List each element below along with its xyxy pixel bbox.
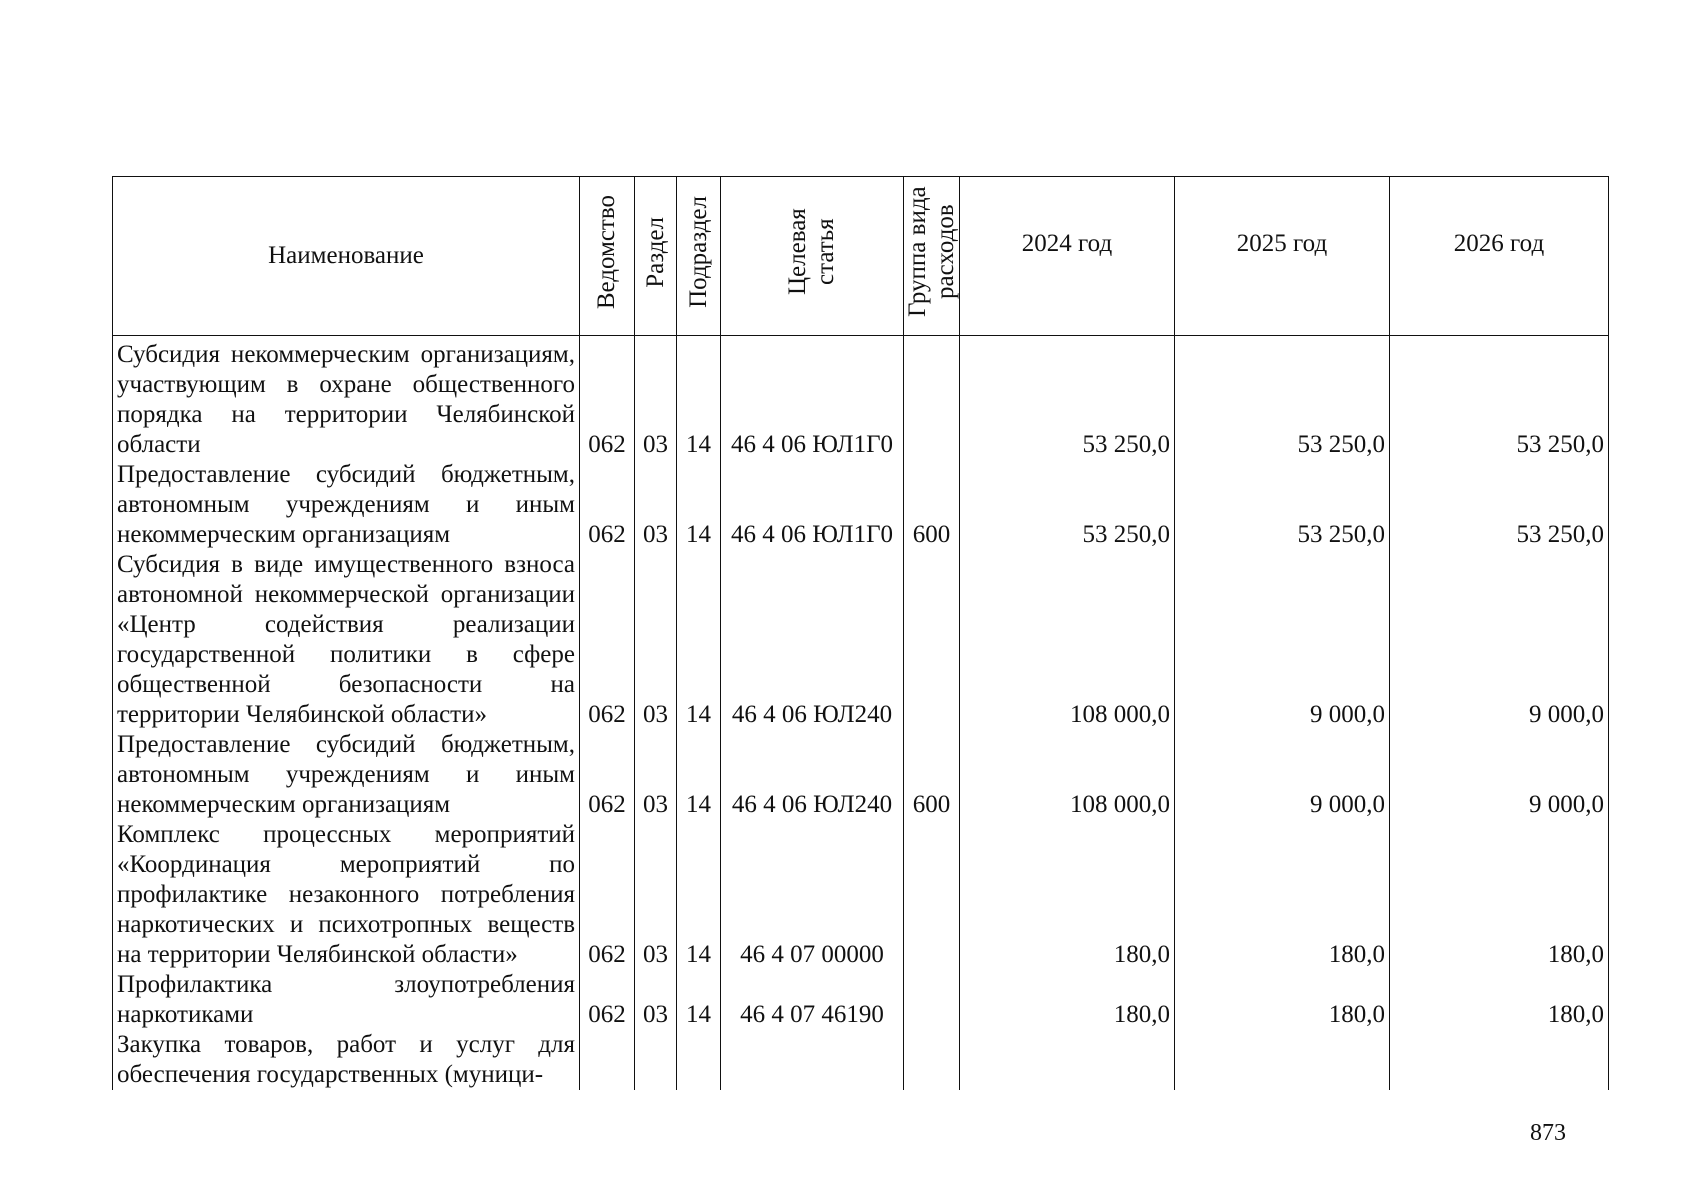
row-name: Предоставление субсидий бюджетным, автономным учреждениям и иным некоммерческим организациям <box>113 460 580 550</box>
page-number: 873 <box>1530 1120 1566 1146</box>
table-row <box>113 460 1609 550</box>
row-value-2024: 180,0 <box>960 970 1175 1030</box>
table-header-row <box>113 177 1609 336</box>
row-value-2024: 180,0 <box>960 820 1175 970</box>
header-department: Ведомство <box>580 177 635 336</box>
budget-table <box>112 176 1609 1090</box>
row-value-2025: 9 000,0 <box>1175 550 1390 730</box>
row-value-2025: 53 250,0 <box>1175 336 1390 461</box>
row-section: 03 <box>635 550 677 730</box>
row-section: 03 <box>635 820 677 970</box>
row-expense-group <box>904 336 960 461</box>
row-target-article: 46 4 07 46190 <box>721 970 904 1030</box>
row-value-2026 <box>1390 1030 1609 1090</box>
row-subsection: 14 <box>677 460 721 550</box>
row-value-2026: 180,0 <box>1390 970 1609 1030</box>
row-value-2026: 53 250,0 <box>1390 460 1609 550</box>
row-expense-group <box>904 970 960 1030</box>
row-subsection: 14 <box>677 730 721 820</box>
row-value-2024: 108 000,0 <box>960 550 1175 730</box>
row-target-article: 46 4 06 ЮЛ1Г0 <box>721 460 904 550</box>
row-department: 062 <box>580 730 635 820</box>
row-target-article: 46 4 06 ЮЛ240 <box>721 550 904 730</box>
row-value-2026: 53 250,0 <box>1390 336 1609 461</box>
row-value-2026: 180,0 <box>1390 820 1609 970</box>
row-value-2025: 180,0 <box>1175 820 1390 970</box>
row-target-article: 46 4 06 ЮЛ240 <box>721 730 904 820</box>
row-value-2025: 53 250,0 <box>1175 460 1390 550</box>
row-value-2024 <box>960 1030 1175 1090</box>
row-section: 03 <box>635 336 677 461</box>
table-row <box>113 730 1609 820</box>
row-name: Субсидия в виде имущественного взноса автономной некоммерческой организации «Центр содействия реализации государственной политики в сфере общественной безопасности на территории Челябинской области» <box>113 550 580 730</box>
row-department: 062 <box>580 460 635 550</box>
header-target-article: Целевая статья <box>721 177 904 336</box>
row-value-2025: 9 000,0 <box>1175 730 1390 820</box>
document-page <box>112 176 1608 1090</box>
header-year-2026: 2026 год <box>1390 177 1609 336</box>
row-section: 03 <box>635 460 677 550</box>
row-value-2026: 9 000,0 <box>1390 730 1609 820</box>
row-value-2026: 9 000,0 <box>1390 550 1609 730</box>
row-expense-group: 600 <box>904 730 960 820</box>
row-name: Закупка товаров, работ и услуг для обеспечения государственных (муници- <box>113 1030 580 1090</box>
header-section: Раздел <box>635 177 677 336</box>
row-subsection: 14 <box>677 550 721 730</box>
row-section <box>635 1030 677 1090</box>
row-value-2025: 180,0 <box>1175 970 1390 1030</box>
row-subsection <box>677 1030 721 1090</box>
row-department: 062 <box>580 820 635 970</box>
row-expense-group <box>904 550 960 730</box>
header-name: Наименование <box>113 177 580 336</box>
table-row <box>113 1030 1609 1090</box>
table-row <box>113 820 1609 970</box>
row-department <box>580 1030 635 1090</box>
row-target-article: 46 4 06 ЮЛ1Г0 <box>721 336 904 461</box>
table-row <box>113 970 1609 1030</box>
row-name: Комплекс процессных мероприятий «Координация мероприятий по профилактике незаконного потребления наркотических и психотропных веществ на территории Челябинской области» <box>113 820 580 970</box>
row-expense-group: 600 <box>904 460 960 550</box>
table-row <box>113 550 1609 730</box>
row-section: 03 <box>635 970 677 1030</box>
row-department: 062 <box>580 970 635 1030</box>
row-section: 03 <box>635 730 677 820</box>
row-name: Субсидия некоммерческим организациям, участвующим в охране общественного порядка на территории Челябинской области <box>113 336 580 461</box>
header-year-2024: 2024 год <box>960 177 1175 336</box>
row-subsection: 14 <box>677 820 721 970</box>
row-name: Профилактика злоупотребления наркотиками <box>113 970 580 1030</box>
row-value-2025 <box>1175 1030 1390 1090</box>
row-value-2024: 53 250,0 <box>960 460 1175 550</box>
row-name: Предоставление субсидий бюджетным, автономным учреждениям и иным некоммерческим организациям <box>113 730 580 820</box>
header-year-2025: 2025 год <box>1175 177 1390 336</box>
row-expense-group <box>904 820 960 970</box>
row-department: 062 <box>580 550 635 730</box>
row-subsection: 14 <box>677 970 721 1030</box>
row-subsection: 14 <box>677 336 721 461</box>
row-value-2024: 53 250,0 <box>960 336 1175 461</box>
table-row <box>113 336 1609 461</box>
row-value-2024: 108 000,0 <box>960 730 1175 820</box>
header-subsection: Подраздел <box>677 177 721 336</box>
header-expense-group: Группа вида расходов <box>904 177 960 336</box>
row-department: 062 <box>580 336 635 461</box>
row-expense-group <box>904 1030 960 1090</box>
row-target-article: 46 4 07 00000 <box>721 820 904 970</box>
row-target-article <box>721 1030 904 1090</box>
